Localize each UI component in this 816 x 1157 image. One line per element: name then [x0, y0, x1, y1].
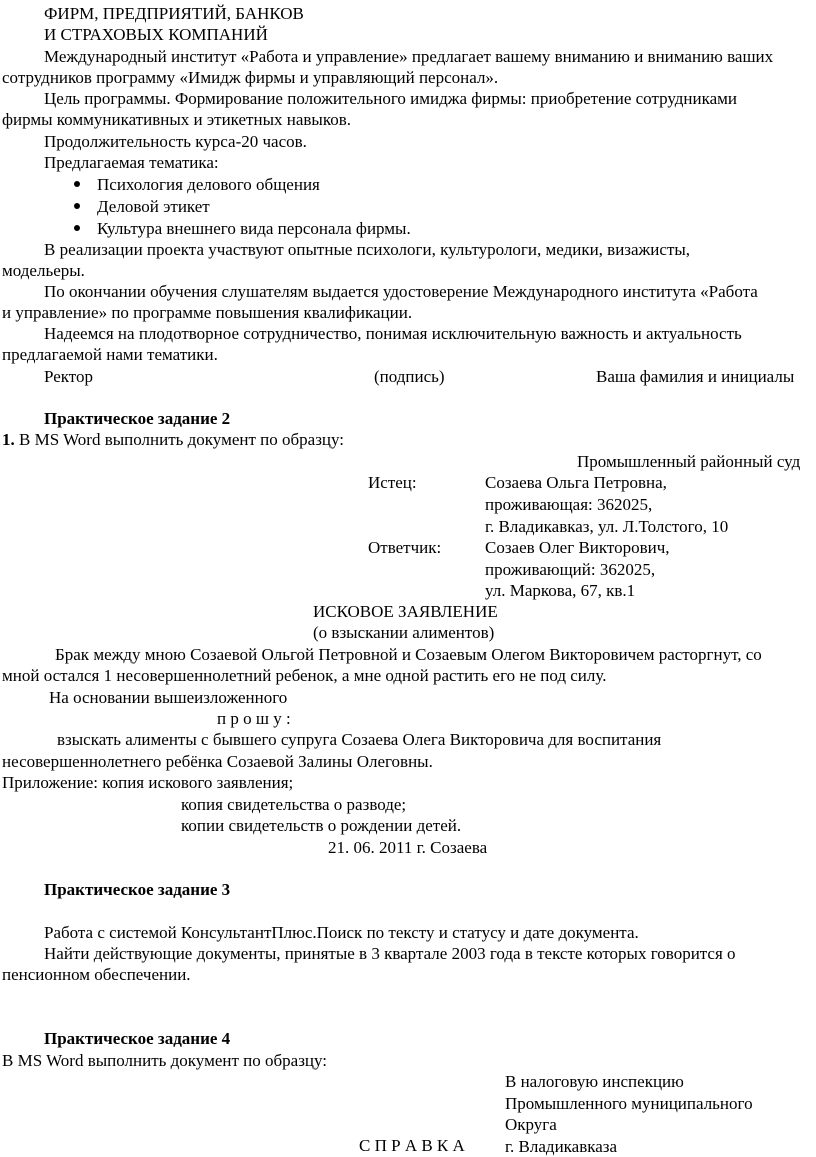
plaintiff-address-1: проживающая: 362025, [485, 495, 653, 514]
task3-heading: Практическое задание 3 [44, 880, 231, 899]
letter-title-line1: ФИРМ, ПРЕДПРИЯТИЙ, БАНКОВ [44, 4, 304, 23]
intro-paragraph-5-line1: Надеемся на плодотворное сотрудничество, понимая исключительную важность и актуальность [44, 324, 742, 343]
defendant-address-2: ул. Маркова, 67, кв.1 [485, 581, 636, 600]
plaintiff-name: Созаева Ольга Петровна, [485, 473, 667, 492]
attachment-2: копия свидетельства о разводе; [181, 795, 407, 814]
task2-heading: Практическое задание 2 [44, 409, 231, 428]
intro-paragraph-1-line2: сотрудников программу «Имидж фирмы и управляющий персонал». [2, 68, 499, 87]
topic-item-1: Психология делового общения [97, 175, 320, 194]
recipient-line-1: В налоговую инспекцию [505, 1072, 684, 1091]
signature-placeholder: (подпись) [374, 367, 445, 386]
bullet-icon [74, 174, 84, 195]
claim-subtitle: (о взыскании алиментов) [313, 623, 495, 642]
attachment-3: копии свидетельств о рождении детей. [181, 816, 462, 835]
claim-body-1-line2: мной остался 1 несовершеннолетний ребенок, а мне одной растить его не под силу. [2, 666, 607, 685]
task4-heading: Практическое задание 4 [44, 1029, 231, 1048]
defendant-address-1: проживающий: 362025, [485, 560, 656, 579]
claim-basis: На основании вышеизложенного [49, 688, 288, 707]
letter-title-line2: И СТРАХОВЫХ КОМПАНИЙ [44, 25, 268, 44]
recipient-line-2: Промышленного муниципального [505, 1094, 753, 1113]
intro-paragraph-3-line2: модельеры. [2, 261, 85, 280]
signature-role: Ректор [44, 367, 94, 386]
claim-body-2-line2: несовершеннолетнего ребёнка Созаевой Залины Олеговны. [2, 752, 433, 771]
bullet-icon [74, 218, 84, 239]
claim-request: п р о ш у : [217, 709, 291, 728]
certificate-title: С П Р А В К А [359, 1136, 465, 1155]
task2-instruction-text: В MS Word выполнить документ по образцу: [14, 430, 345, 449]
topic-item-3: Культура внешнего вида персонала фирмы. [97, 219, 411, 238]
recipient-line-3: Округа [505, 1115, 557, 1134]
intro-paragraph-5-line2: предлагаемой нами тематики. [2, 345, 218, 364]
claim-body-1-line1: Брак между мною Созаевой Ольгой Петровной и Созаевым Олегом Викторовичем расторгнут, со [55, 645, 762, 664]
defendant-name: Созаев Олег Викторович, [485, 538, 670, 557]
signature-name: Ваша фамилия и инициалы [596, 367, 795, 386]
course-duration: Продолжительность курса-20 часов. [44, 132, 307, 151]
attachment-1: Приложение: копия искового заявления; [2, 773, 294, 792]
intro-paragraph-2-line1: Цель программы. Формирование положительного имиджа фирмы: приобретение сотрудниками [44, 89, 738, 108]
claim-title: ИСКОВОЕ ЗАЯВЛЕНИЕ [313, 602, 498, 621]
claim-date-signature: 21. 06. 2011 г. Созаева [328, 838, 488, 857]
recipient-line-4: г. Владикавказа [505, 1137, 618, 1156]
claim-body-2-line1: взыскать алименты с бывшего супруга Созаева Олега Викторовича для воспитания [57, 730, 662, 749]
court-name: Промышленный районный суд [577, 452, 801, 471]
intro-paragraph-3-line1: В реализации проекта участвуют опытные психологи, культурологи, медики, визажисты, [44, 240, 691, 259]
topics-heading: Предлагаемая тематика: [44, 153, 219, 172]
task2-instruction-number: 1. [2, 430, 15, 449]
intro-paragraph-2-line2: фирмы коммуникативных и этикетных навыков. [2, 110, 352, 129]
bullet-icon [74, 196, 84, 217]
defendant-label: Ответчик: [368, 538, 442, 557]
task3-line1: Работа с системой КонсультантПлюс.Поиск по тексту и статусу и дате документа. [44, 923, 639, 942]
plaintiff-label: Истец: [368, 473, 417, 492]
topic-item-2: Деловой этикет [97, 197, 210, 216]
intro-paragraph-4-line2: и управление» по программе повышения квалификации. [2, 303, 413, 322]
intro-paragraph-1-line1: Международный институт «Работа и управление» предлагает вашему вниманию и вниманию ваших [44, 47, 774, 66]
task3-line2: Найти действующие документы, принятые в 3 квартале 2003 года в тексте которых говорится о [44, 944, 736, 963]
plaintiff-address-2: г. Владикавказ, ул. Л.Толстого, 10 [485, 517, 729, 536]
task2-instruction [2, 429, 344, 450]
intro-paragraph-4-line1: По окончании обучения слушателям выдается удостоверение Международного института «Работа [44, 282, 758, 301]
task4-instruction: В MS Word выполнить документ по образцу: [2, 1051, 328, 1070]
task3-line3: пенсионном обеспечении. [2, 965, 191, 984]
